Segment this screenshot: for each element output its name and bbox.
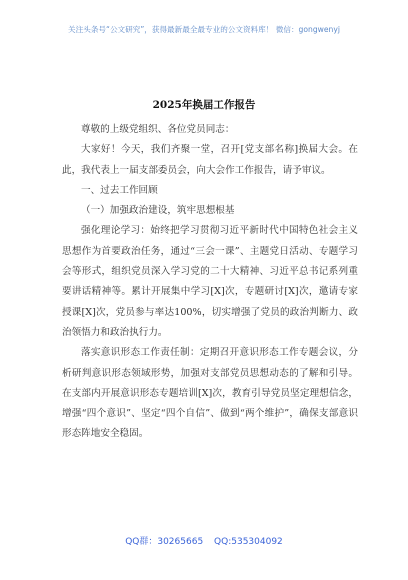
- body-paragraph: 落实意识形态工作责任制：定期召开意识形态工作专题会议，分析研判意识形态领域形势，加强对支部党员思想动态的了解和引导。在支部内开展意识形态专题培训[X]次，教育引导党员坚定理想信念，增强“四个意识”、坚定“四个自信”、做到“两个维护”，确保支部意识形态阵地安全稳固。: [62, 347, 358, 440]
- document-title: 2025年换届工作报告: [152, 99, 256, 111]
- document-body: [62, 120, 358, 445]
- header-banner: 关注头条号“公文研究”，获得最新最全最专业的公文资料库！ 微信：gongwenyj: [68, 25, 340, 34]
- footer-contact: [0, 534, 408, 547]
- subsection-heading: （一）加强政治建设，筑牢思想根基: [81, 205, 235, 217]
- salutation: 尊敬的上级党组织、各位党员同志：: [81, 124, 235, 135]
- qq-text: QQ:535304092: [214, 537, 283, 547]
- qq-group-text: QQ群：30265665: [125, 537, 204, 547]
- body-paragraph: 强化理论学习：始终把学习贯彻习近平新时代中国特色社会主义思想作为首要政治任务，通过“三会一课”、主题党日活动、专题学习会等形式，组织党员深入学习党的二十大精神、习近平总书记系列重要讲话精神等。累计开展集中学习[X]次，专题研讨[X]次，邀请专家授课[X]次，党员参与率达100%，切实增强了党员的政治判断力、政治领悟力和政治执行力。: [62, 225, 358, 338]
- intro-paragraph: 大家好！今天，我们齐聚一堂，召开[党支部名称]换届大会。在此，我代表上一届支部委员会，向大会作工作报告，请予审议。: [62, 144, 358, 176]
- section-heading: 一、过去工作回顾: [81, 184, 158, 196]
